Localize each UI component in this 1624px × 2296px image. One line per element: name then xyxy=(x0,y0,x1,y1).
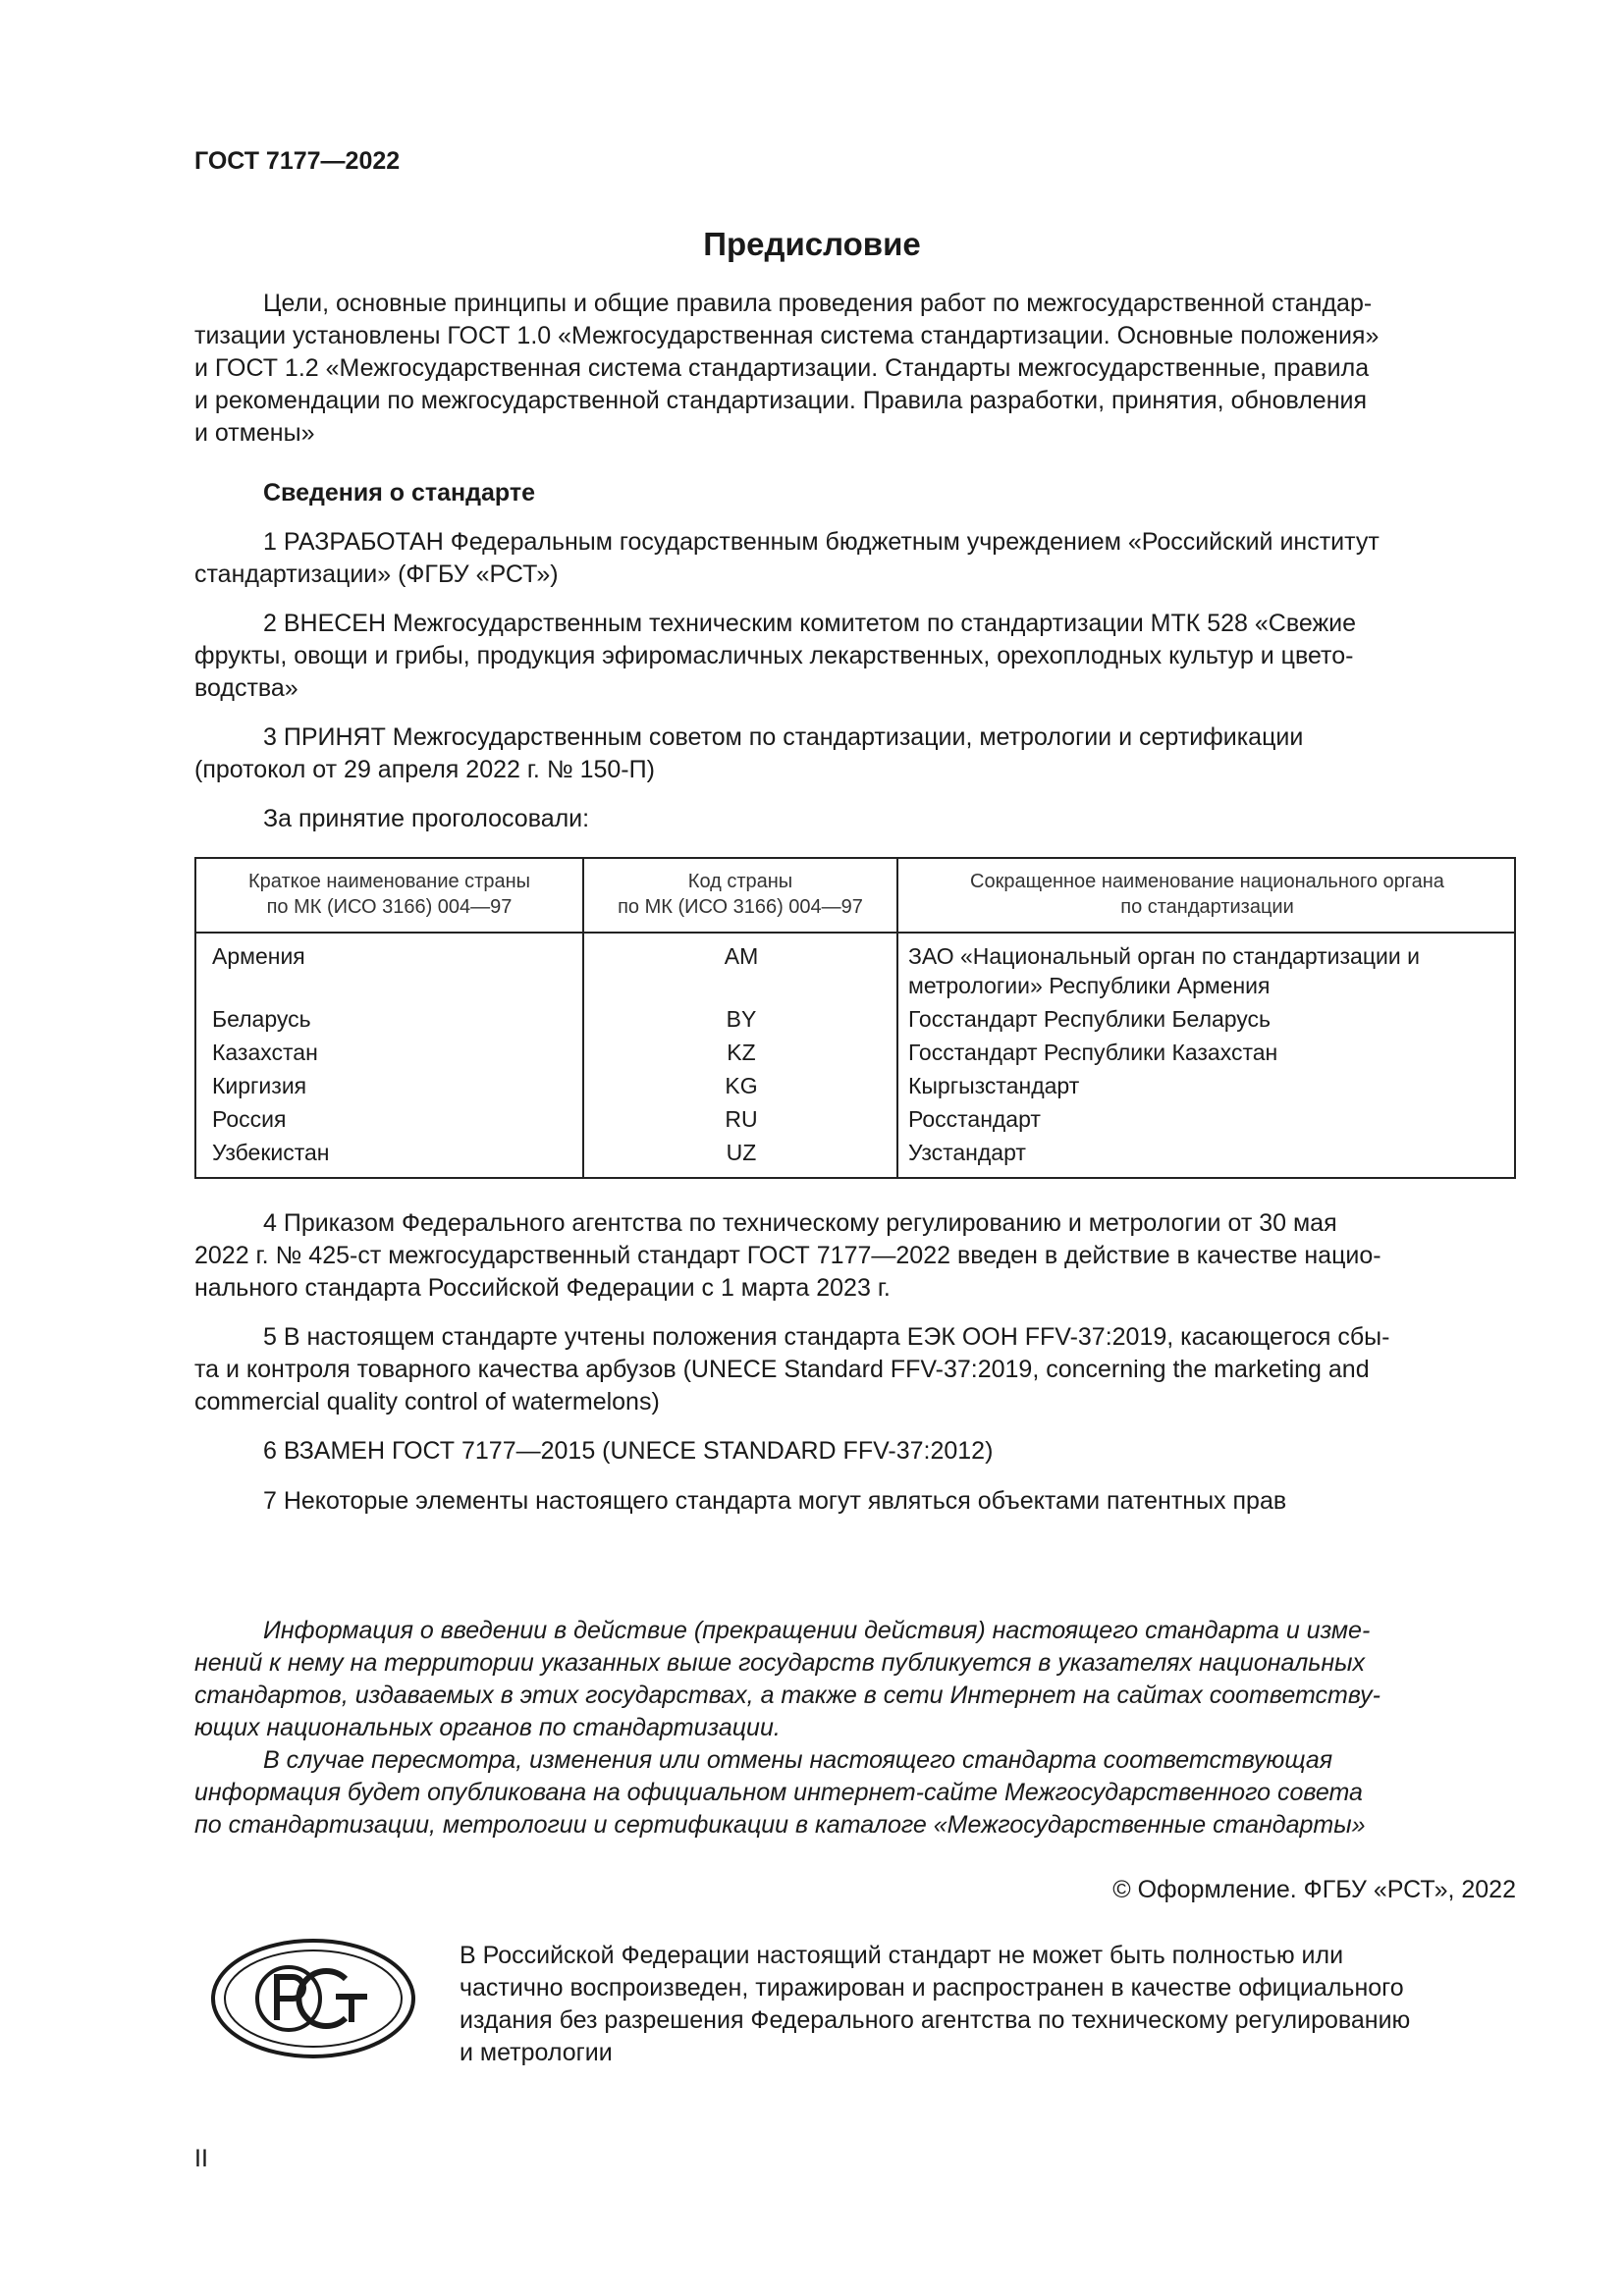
item-1: 1 РАЗРАБОТАН Федеральным государственным бюджетным учреждением «Российский институт стандартизации» (ФГБУ «РСТ») xyxy=(194,528,1380,588)
document-code: ГОСТ 7177—2022 xyxy=(194,147,401,175)
rst-logo-icon xyxy=(210,1938,416,2059)
intro-line: и ГОСТ 1.2 «Межгосударственная система стандартизации. Стандарты межгосударственные, правила xyxy=(194,354,1370,382)
intro-line: Цели, основные принципы и общие правила проведения работ по межгосударственной стандар- xyxy=(263,290,1373,317)
table-cell-body: ЗАО «Национальный орган по стандартизации и метрологии» Республики Армения xyxy=(908,943,1420,998)
table-cell-code: KG xyxy=(725,1073,758,1098)
item-3: 3 ПРИНЯТ Межгосударственным советом по стандартизации, метрологии и сертификации (протокол от 29 апреля 2022 г. № 150-П) xyxy=(194,723,1304,783)
table-cell-body: Кыргызстандарт xyxy=(908,1073,1080,1098)
standard-info-heading: Сведения о стандарте xyxy=(263,479,536,507)
copyright: © Оформление. ФГБУ «РСТ», 2022 xyxy=(1112,1876,1516,1903)
intro-line: и рекомендации по межгосударственной стандартизации. Правила разработки, принятия, обновления xyxy=(194,387,1368,414)
table-cell-body: Узстандарт xyxy=(908,1140,1026,1165)
table-cell-body: Росстандарт xyxy=(908,1106,1041,1132)
table-cell-code: UZ xyxy=(726,1140,757,1165)
info-notice: Информация о введении в действие (прекращении действия) настоящего стандарта и изме- нений к нему на территории указанных выше государств публикуется в указателях национальных стандартов, издаваемых в этих государствах, а также в сети Интернет на сайтах соответству- ющих национальных органов по стандартизации. xyxy=(194,1617,1380,1741)
revision-notice: В случае пересмотра, изменения или отмены настоящего стандарта соответствующая информация будет опубликована на официальном интернет-сайте Межгосударственного совета по стандартизации, метрологии и сертификации в каталоге «Межгосударственные стандарты» xyxy=(194,1746,1366,1839)
table-cell-country: Киргизия xyxy=(212,1073,307,1098)
voted-label: За принятие проголосовали: xyxy=(263,805,590,832)
page-number: II xyxy=(194,2145,208,2172)
table-cell-country: Казахстан xyxy=(212,1040,318,1065)
voting-countries-table xyxy=(194,857,1516,1179)
table-cell-body: Госстандарт Республики Казахстан xyxy=(908,1040,1278,1065)
table-cell-country: Россия xyxy=(212,1106,287,1132)
reproduction-rights: В Российской Федерации настоящий стандарт не может быть полностью или частично воспроизведен, тиражирован и распространен в качестве официального издания без разрешения Федерального агентства по техническому регулированию и метрологии xyxy=(460,1942,1411,2066)
table-cell-code: BY xyxy=(726,1006,757,1032)
page-title: Предисловие xyxy=(703,226,921,262)
item-5: 5 В настоящем стандарте учтены положения стандарта ЕЭК ООН FFV-37:2019, касающегося сбы- та и контроля товарного качества арбузов (UNECE Standard FFV-37:2019, concerning the marketing and commercial quality control of watermelons) xyxy=(194,1323,1390,1415)
intro-line: тизации установлены ГОСТ 1.0 «Межгосударственная система стандартизации. Основные положения» xyxy=(194,322,1380,349)
table-cell-code: KZ xyxy=(727,1040,756,1065)
item-7: 7 Некоторые элементы настоящего стандарта могут являться объектами патентных прав xyxy=(263,1487,1287,1515)
item-4: 4 Приказом Федерального агентства по техническому регулированию и метрологии от 30 мая 2022 г. № 425-ст межгосударственный стандарт ГОСТ 7177—2022 введен в действие в качестве нацио- нального стандарта Российской Федерации с 1 марта 2023 г. xyxy=(194,1209,1381,1302)
table-cell-code: RU xyxy=(725,1106,758,1132)
table-header-divider xyxy=(196,932,1514,934)
table-cell-country: Беларусь xyxy=(212,1006,311,1032)
table-cell-country: Узбекистан xyxy=(212,1140,330,1165)
table-cell-country: Армения xyxy=(212,943,305,969)
table-header-country: Краткое наименование страны по МК (ИСО 3166) 004—97 xyxy=(247,871,531,918)
intro-paragraph xyxy=(194,288,1516,450)
item-2: 2 ВНЕСЕН Межгосударственным техническим комитетом по стандартизации МТК 528 «Свежие фрукты, овощи и грибы, продукция эфиромасличных лекарственных, орехоплодных культур и цвето- водства» xyxy=(194,610,1357,702)
table-cell-body: Госстандарт Республики Беларусь xyxy=(908,1006,1272,1032)
table-cell-code: AM xyxy=(724,943,759,969)
item-6: 6 ВЗАМЕН ГОСТ 7177—2015 (UNECE STANDARD FFV-37:2012) xyxy=(263,1437,994,1465)
table-header-code: Код страны по МК (ИСО 3166) 004—97 xyxy=(618,871,863,918)
table-header-body: Сокращенное наименование национального органа по стандартизации xyxy=(970,871,1444,918)
intro-line: и отмены» xyxy=(194,419,315,447)
